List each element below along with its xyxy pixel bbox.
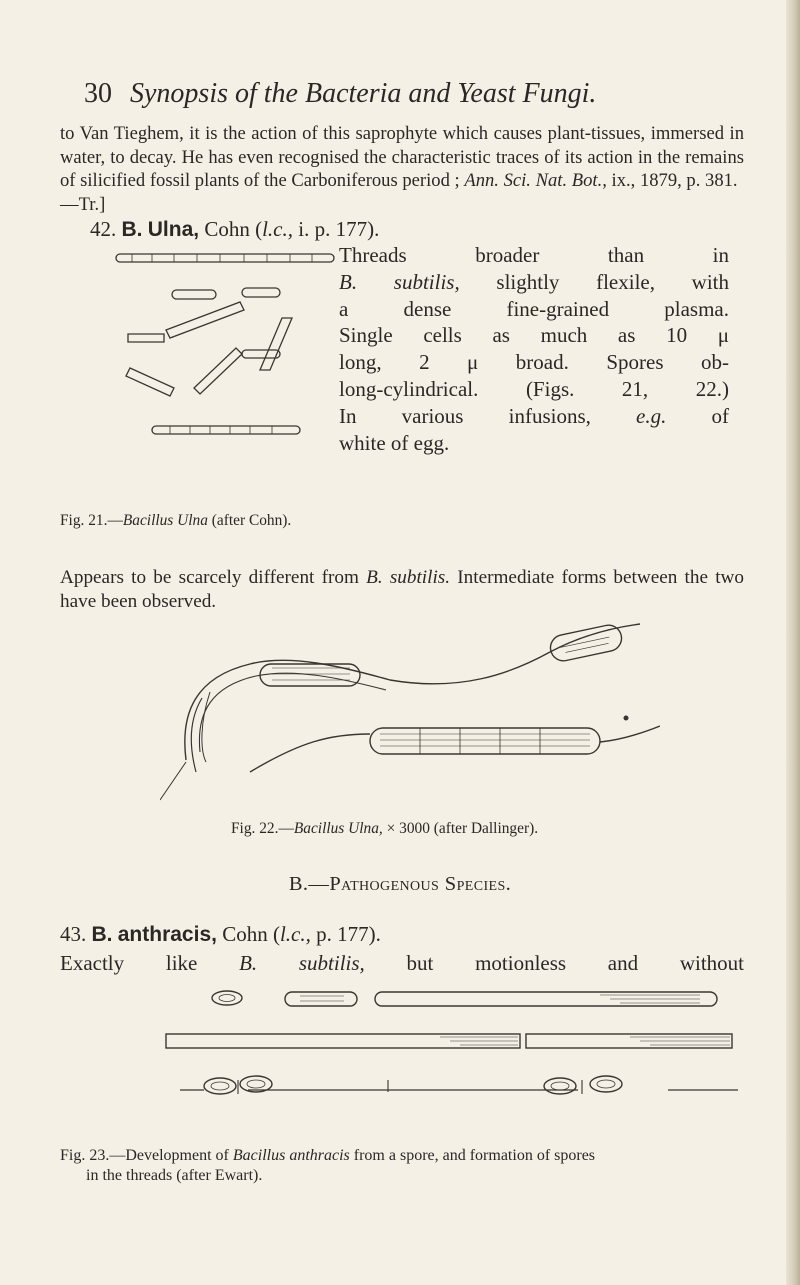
- entry-42-genus: B.: [121, 218, 143, 241]
- fig22-dot: [624, 716, 629, 721]
- fig23-formed-spore-3: [544, 1078, 576, 1094]
- intro-paragraph: [60, 122, 744, 216]
- entry-42-number: 42.: [90, 217, 117, 241]
- fig22-lower-flagellum-left: [250, 734, 370, 772]
- figure-21-illustration: [112, 250, 338, 520]
- fig21-rod-a: [172, 290, 216, 299]
- entry-43-genus: B.: [91, 923, 113, 946]
- entry-43-species: anthracis,: [117, 923, 217, 946]
- figure-22-caption: Fig. 22.—Bacillus Ulna, × 3000 (after Dallinger).: [231, 820, 539, 837]
- fig21-rod-diagonal-1: [166, 302, 244, 338]
- running-header: [84, 78, 704, 110]
- desc-line-6: long-cylindrical. (Figs. 21, 22.): [339, 376, 729, 401]
- desc-line-7: In various infusions, e.g. of: [339, 403, 730, 428]
- figure-22-illustration: [160, 622, 660, 802]
- entry-42-authority: Cohn (: [199, 217, 263, 241]
- fig22-lower-flagellum-right: [600, 726, 660, 742]
- intro-citation: Ann. Sci. Nat. Bot.,: [464, 170, 607, 192]
- figure-23-caption: Fig. 23.—Development of Bacillus anthracis from a spore, and formation of spores in the threads (after Ewart).: [60, 1147, 596, 1184]
- intro-citation-rest: ix., 1879, p. 381.: [606, 170, 738, 192]
- entry-42-ref: i. p. 177).: [293, 217, 380, 241]
- fig23-formed-spore-1: [204, 1078, 236, 1094]
- fig23-spore: [212, 991, 242, 1005]
- entry-42-species: Ulna,: [147, 218, 200, 241]
- figure-23-species: Bacillus anthracis: [232, 1147, 350, 1164]
- desc-line-2: B. subtilis, slightly flexile, with: [339, 269, 729, 294]
- entry-43: [60, 920, 744, 977]
- fig23-formed-spore-4: [590, 1076, 622, 1092]
- fig21-thread-bottom: [152, 426, 300, 434]
- fig21-rod-diagonal-2: [194, 348, 242, 394]
- desc-line-4: Single cells as much as 10 μ: [339, 323, 729, 348]
- entry-42-ref-italic: l.c.,: [262, 217, 293, 241]
- entry-42-heading: [90, 216, 379, 243]
- entry-43-number: 43.: [60, 922, 87, 946]
- fig21-rod-d: [242, 350, 280, 358]
- desc-line-5: long, 2 μ broad. Spores ob-: [339, 350, 729, 375]
- figure-23-illustration: [160, 990, 740, 1100]
- desc-line-3: a dense fine-grained plasma.: [339, 296, 729, 321]
- fig21-rod-vertical: [260, 318, 292, 370]
- fig23-germinating-spore: [285, 992, 357, 1006]
- entry-42-continuation: Appears to be scarcely different from B. subtilis. Intermediate forms between the two have been observed.: [60, 567, 744, 612]
- figure-21-species: Bacillus Ulna: [122, 512, 208, 529]
- fig21-rod-diagonal-3: [126, 368, 174, 396]
- translator-note-close: —Tr.]: [60, 193, 106, 215]
- fig21-rod-c: [128, 334, 164, 342]
- figure-22-species: Bacillus Ulna,: [293, 820, 383, 837]
- fig22-upper-flagellum-path: [185, 624, 640, 760]
- section-b-heading: B.—Pathogenous Species.: [288, 873, 512, 895]
- running-title: Synopsis of the Bacteria and Yeast Fungi.: [130, 78, 597, 109]
- fig22-lower-chain: [370, 728, 600, 754]
- intro-text: to Van Tieghem, it is the action of this saprophyte which causes plant-tissues, immersed in water, to decay. He has even recognised the characteristic traces of its action in the remains of silicified fossil plants of the Carboniferous period ;: [60, 123, 744, 192]
- fig21-thread-long: [116, 254, 334, 262]
- desc-line-8: white of egg.: [339, 430, 450, 455]
- page-edge-shadow: [786, 0, 800, 1285]
- desc-line-1: Threads broader than in: [339, 243, 729, 267]
- page-number: 30: [84, 78, 112, 109]
- fig21-rod-b: [242, 288, 280, 297]
- figure-21-caption: Fig. 21.—Bacillus Ulna (after Cohn).: [60, 512, 292, 529]
- entry-42-description: [339, 242, 729, 456]
- fig22-tail-flagellum: [160, 762, 186, 800]
- entry-43-heading: 43. B. anthracis, Cohn (l.c., p. 177).: [60, 922, 381, 946]
- entry-43-description: Exactly like B. subtilis, but motionless and without: [60, 951, 744, 975]
